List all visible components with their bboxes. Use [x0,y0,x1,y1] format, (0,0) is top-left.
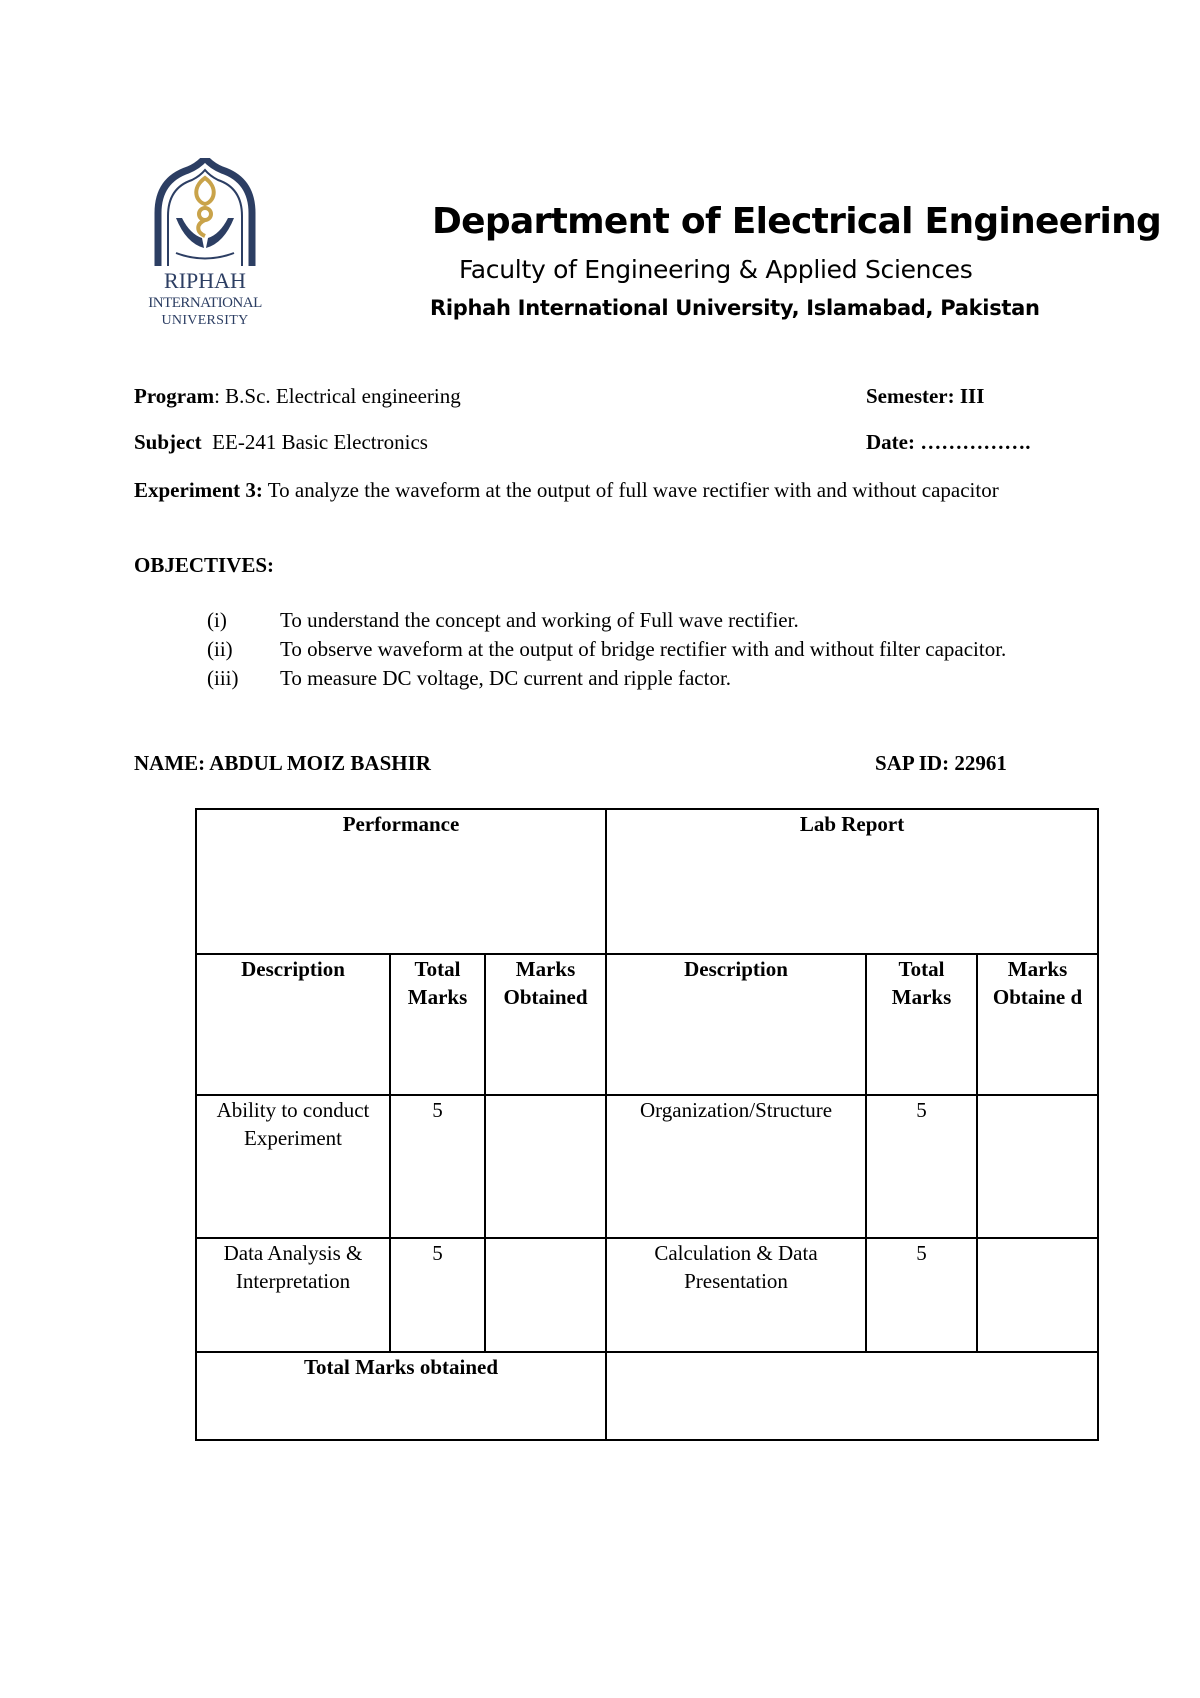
lab-description-cell: Organization/Structure [606,1095,866,1238]
lab-report-header: Lab Report [606,809,1098,954]
performance-total-cell: 5 [390,1238,485,1352]
performance-description-cell: Data Analysis & Interpretation [196,1238,390,1352]
list-item [134,664,1064,693]
objective-number: (ii) [207,637,233,661]
table-row [196,954,1098,1095]
performance-obtained-cell[interactable] [485,1238,606,1352]
subject-label: Subject [134,430,202,454]
column-header-description: Description [196,954,390,1095]
subject-value: EE-241 Basic Electronics [201,430,428,454]
lab-obtained-cell[interactable] [977,1095,1098,1238]
column-header-description: Description [606,954,866,1095]
performance-header: Performance [196,809,606,954]
sap-id: SAP ID: 22961 [875,751,1007,775]
riphah-emblem-icon [146,158,264,268]
lab-total-cell: 5 [866,1095,977,1238]
date-line [866,430,1030,455]
performance-obtained-cell[interactable] [485,1095,606,1238]
subject-line [134,430,428,455]
performance-description-cell: Ability to conduct Experiment [196,1095,390,1238]
column-header-total-marks: Total Marks [390,954,485,1095]
table-row [196,1095,1098,1238]
student-name: NAME: ABDUL MOIZ BASHIR [134,751,431,775]
program-label: Program [134,384,215,408]
objectives-heading: OBJECTIVES: [134,553,275,577]
semester-value: III [954,384,985,408]
department-title: Department of Electrical Engineering [432,201,1162,242]
list-item [134,635,1064,664]
experiment-line [134,476,1064,505]
faculty-title: Faculty of Engineering & Applied Sciences [459,255,973,284]
lab-total-cell: 5 [866,1238,977,1352]
program-value: : B.Sc. Electrical engineering [214,384,461,408]
performance-total-cell: 5 [390,1095,485,1238]
university-title: Riphah International University, Islamabad, Pakistan [430,296,1040,320]
objective-text: To measure DC voltage, DC current and ripple factor. [280,666,732,690]
experiment-label: Experiment 3: [134,478,263,502]
table-row [196,1352,1098,1440]
lab-description-cell: Calculation & Data Presentation [606,1238,866,1352]
date-label: Date: [866,430,915,454]
column-header-marks-obtained: Marks Obtaine d [977,954,1098,1095]
logo-line-riphah: RIPHAH [164,268,246,293]
marks-table [195,808,1099,1441]
objective-text: To understand the concept and working of Full wave rectifier. [280,608,799,632]
program-line [134,384,461,409]
university-logo [140,158,270,338]
table-row [196,1238,1098,1352]
date-value: ……………. [914,430,1031,454]
semester-label: Semester: [866,384,955,408]
lab-obtained-cell[interactable] [977,1238,1098,1352]
objective-number: (i) [207,608,227,632]
experiment-value: To analyze the waveform at the output of full wave rectifier with and without capacitor [262,478,999,502]
table-row [196,809,1098,954]
column-header-marks-obtained: Marks Obtained [485,954,606,1095]
objectives-list [134,606,1064,693]
semester-line [866,384,984,409]
logo-line-university: UNIVERSITY [161,313,249,328]
objective-number: (iii) [207,666,239,690]
list-item [134,606,1064,635]
objective-text: To observe waveform at the output of bridge rectifier with and without filter capacitor. [280,637,1007,661]
total-marks-label: Total Marks obtained [196,1352,606,1440]
total-marks-value[interactable] [606,1352,1098,1440]
logo-line-international: INTERNATIONAL [148,295,262,311]
column-header-total-marks: Total Marks [866,954,977,1095]
